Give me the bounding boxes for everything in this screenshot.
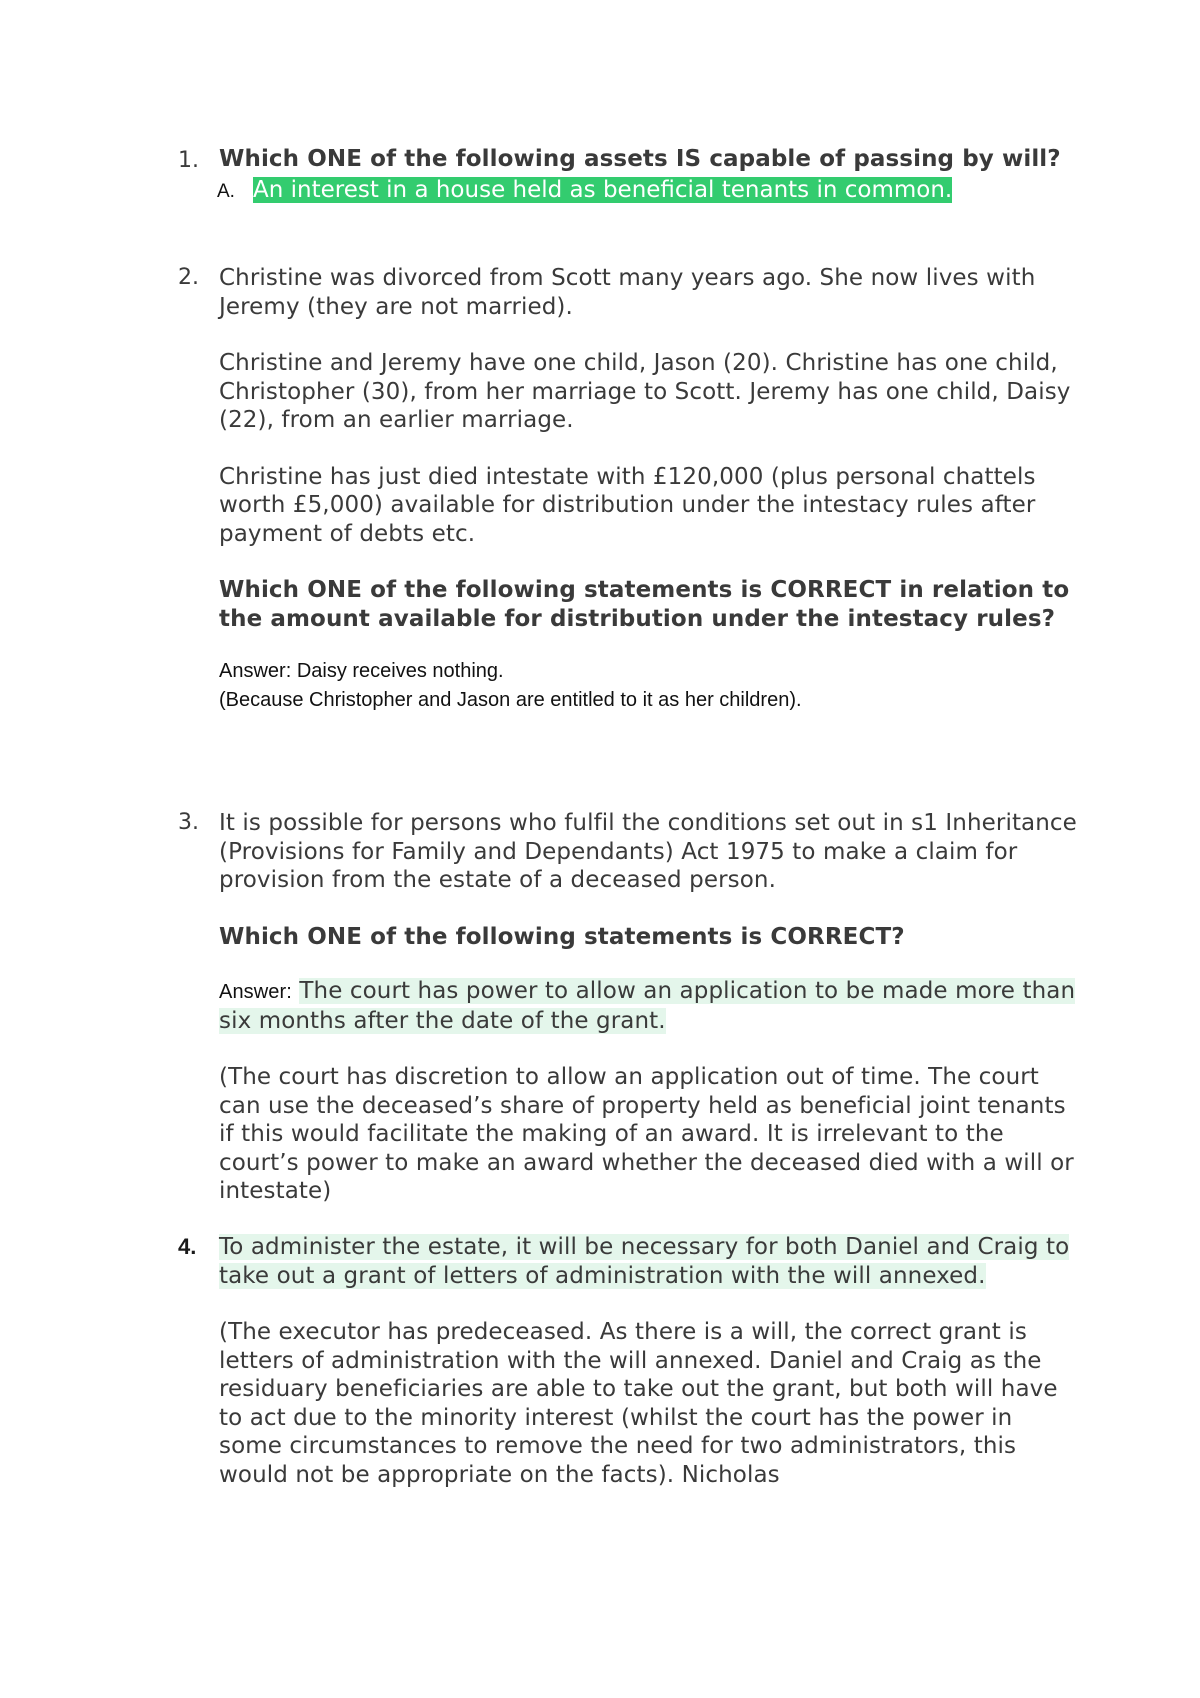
question-3-answer (219, 977, 1079, 1035)
answer-text: The court has power to allow an application to be made more than six months after the date of the grant. (219, 978, 1076, 1034)
question-1-text: Which ONE of the following assets IS capable of passing by will? (219, 146, 1061, 172)
question-1-option-a (219, 176, 1079, 205)
question-2-paragraph-1: Christine was divorced from Scott many years ago. She now lives with Jeremy (they are not married). (219, 265, 1036, 320)
question-2-answer (219, 657, 1079, 686)
answer-prefix: Answer: (219, 981, 292, 1003)
question-4-explanation: (The executor has predeceased. As there is a will, the correct grant is letters of administration with the will annexed. Daniel and Craig as the residuary beneficiaries are able to take out the grant, but both will have to act due to the minority interest (whilst the court has the power in some circumstances to remove the need for two administrators, this would not be appropriate on the facts). Nicholas (219, 1319, 1058, 1488)
option-letter: A. (217, 181, 235, 202)
question-2-paragraph-2: Christine and Jeremy have one child, Jason (20). Christine has one child, Christopher (30), from her marriage to Scott. Jeremy has one child, Daisy (22), from an earlier marriage. (219, 350, 1071, 433)
question-3-explanation: (The court has discretion to allow an application out of time. The court can use the deceased’s share of property held as beneficial joint tenants if this would facilitate the making of an award. It is irrelevant to the court’s power to make an award whether the deceased died with a will or intestate) (219, 1064, 1074, 1204)
question-2-number: 2. (178, 265, 199, 290)
question-4-number: 4. (178, 1234, 197, 1259)
question-3-paragraph-1: It is possible for persons who fulfil the conditions set out in s1 Inheritance (Provisions for Family and Dependants) Act 1975 to make a claim for provision from the estate of a deceased person. (219, 810, 1077, 893)
question-4-answer (219, 1233, 1079, 1290)
correct-answer-highlight: An interest in a house held as beneficial tenants in common. (253, 177, 953, 203)
answer-text: Daisy receives nothing. (296, 660, 504, 682)
question-2-prompt: Which ONE of the following statements is CORRECT in relation to the amount available for distribution under the intestacy rules? (219, 577, 1070, 632)
question-2-paragraph-3: Christine has just died intestate with £120,000 (plus personal chattels worth £5,000) available for distribution under the intestacy rules after payment of debts etc. (219, 463, 1036, 547)
answer-text: To administer the estate, it will be necessary for both Daniel and Craig to take out a grant of letters of administration with the will annexed. (219, 1234, 1070, 1289)
question-2-explanation: (Because Christopher and Jason are entitled to it as her children). (219, 689, 802, 711)
answer-prefix: Answer: (219, 660, 292, 682)
question-1-number: 1. (178, 148, 199, 173)
question-3-number: 3. (178, 810, 199, 835)
question-3-prompt: Which ONE of the following statements is CORRECT? (219, 923, 905, 950)
